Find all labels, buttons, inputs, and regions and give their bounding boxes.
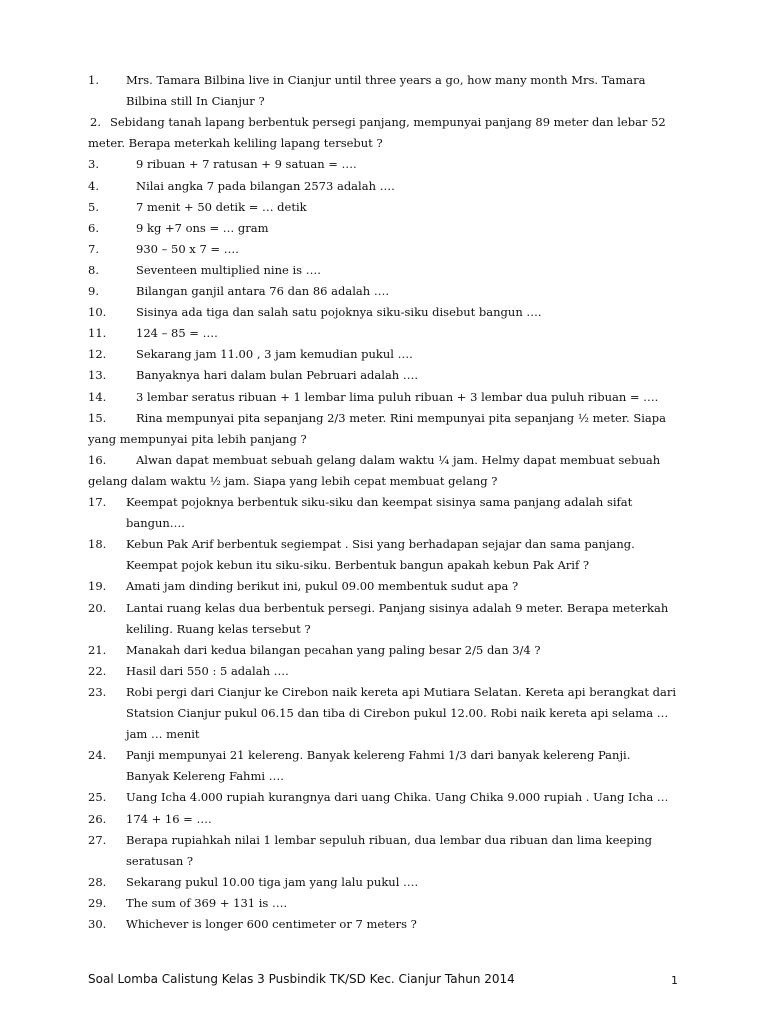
question-line [88, 368, 688, 389]
question-line [88, 305, 688, 326]
question-number: 30. [88, 917, 107, 931]
question-number: 19. [88, 579, 107, 594]
question-line [88, 812, 688, 833]
question-line [88, 411, 688, 432]
question-line [88, 326, 688, 347]
question-number: 15. [88, 410, 107, 425]
question-number: 28. [88, 874, 107, 889]
question-line [88, 390, 688, 411]
question-text-continued: Banyak Kelereng Fahmi …. [126, 769, 284, 784]
question-text: Nilai angka 7 pada bilangan 2573 adalah …. [136, 178, 395, 193]
question-line [88, 179, 688, 200]
question-text: 9 ribuan + 7 ratusan + 9 satuan = …. [136, 157, 357, 172]
question-number: 18. [88, 537, 107, 552]
question-number: 21. [88, 642, 107, 657]
question-line [88, 790, 688, 811]
question-number: 27. [88, 832, 107, 847]
question-number: 25. [88, 790, 107, 805]
question-line [88, 643, 688, 664]
question-line [88, 727, 688, 748]
question-line [88, 495, 688, 516]
question-text-continued: Keempat pojok kebun itu siku-siku. Berbentuk bangun apakah kebun Pak Arif ? [126, 558, 590, 573]
question-number: 11. [88, 326, 107, 341]
question-text: Sekarang jam 11.00 , 3 jam kemudian pukul …. [136, 347, 413, 362]
question-number: 13. [88, 368, 107, 383]
question-text: Panji mempunyai 21 kelereng. Banyak kelereng Fahmi 1/3 dari banyak kelereng Panji. [126, 748, 631, 763]
question-line [88, 875, 688, 896]
question-line [88, 453, 688, 474]
question-number: 8. [88, 262, 99, 277]
question-text: Sekarang pukul 10.00 tiga jam yang lalu pukul …. [126, 874, 419, 889]
question-text: Mrs. Tamara Bilbina live in Cianjur until three years a go, how many month Mrs. Tamara [126, 73, 646, 87]
question-line [88, 136, 688, 157]
question-text-continued: gelang dalam waktu ½ jam. Siapa yang lebih cepat membuat gelang ? [88, 473, 498, 488]
page-footer: Soal Lomba Calistung Kelas 3 Pusbindik TK/SD Kec. Cianjur Tahun 2014 [88, 972, 515, 986]
question-line [88, 537, 688, 558]
question-line [88, 432, 688, 453]
question-text: Robi pergi dari Cianjur ke Cirebon naik kereta api Mutiara Selatan. Kereta api berangkat dari [126, 684, 677, 699]
question-text: 174 + 16 = …. [126, 811, 212, 826]
question-line [88, 854, 688, 875]
question-line [88, 221, 688, 242]
question-text-continued: meter. Berapa meterkah keliling lapang tersebut ? [88, 136, 383, 151]
question-line [88, 685, 688, 706]
question-text: Uang Icha 4.000 rupiah kurangnya dari uang Chika. Uang Chika 9.000 rupiah . Uang Icha … [126, 790, 669, 805]
question-line [88, 516, 688, 537]
question-number: 17. [88, 495, 107, 509]
question-line [88, 748, 688, 769]
question-text-continued: Bilbina still In Cianjur ? [126, 94, 265, 109]
question-text-continued: seratusan ? [126, 853, 194, 868]
question-number: 26. [88, 811, 107, 826]
question-line [88, 622, 688, 643]
question-line [88, 263, 688, 284]
question-number: 7. [88, 241, 99, 256]
question-number: 23. [88, 684, 107, 699]
question-text: Amati jam dinding berikut ini, pukul 09.00 membentuk sudut apa ? [126, 579, 519, 594]
question-text: 930 – 50 x 7 = …. [136, 241, 239, 256]
question-number: 10. [88, 305, 107, 320]
question-text: Manakah dari kedua bilangan pecahan yang paling besar 2/5 dan 3/4 ? [126, 642, 541, 657]
question-line [88, 242, 688, 263]
question-line [88, 664, 688, 685]
question-number: 3. [88, 157, 99, 172]
question-text: Lantai ruang kelas dua berbentuk persegi. Panjang sisinya adalah 9 meter. Berapa meterkah [126, 600, 669, 615]
question-number: 5. [88, 199, 99, 214]
question-text: Alwan dapat membuat sebuah gelang dalam waktu ¼ jam. Helmy dapat membuat sebuah [136, 452, 661, 467]
question-line [88, 706, 688, 727]
question-line [88, 601, 688, 622]
question-line [88, 347, 688, 368]
question-text: 124 – 85 = …. [136, 326, 218, 341]
question-text: 9 kg +7 ons = … gram [136, 220, 269, 235]
question-number: 14. [88, 389, 107, 404]
question-line [88, 833, 688, 854]
question-text-continued: jam … menit [126, 727, 200, 742]
question-number: 2. [90, 115, 101, 130]
page-number: 1 [671, 974, 678, 987]
question-text-continued: bangun…. [126, 516, 185, 531]
question-line [88, 200, 688, 221]
question-line [88, 284, 688, 305]
question-text-continued: keliling. Ruang kelas tersebut ? [126, 621, 311, 636]
question-line [88, 579, 688, 600]
question-text: 7 menit + 50 detik = … detik [136, 199, 307, 214]
question-number: 9. [88, 284, 99, 298]
question-text: Sebidang tanah lapang berbentuk persegi panjang, mempunyai panjang 89 meter dan lebar 52 [110, 115, 666, 130]
question-text-continued: Statsion Cianjur pukul 06.15 dan tiba di Cirebon pukul 12.00. Robi naik kereta api selama … [126, 706, 669, 720]
question-line [88, 896, 688, 917]
question-text: Seventeen multiplied nine is …. [136, 262, 321, 277]
question-number: 24. [88, 748, 107, 763]
question-line [88, 917, 688, 938]
question-number: 16. [88, 452, 107, 467]
question-text: Sisinya ada tiga dan salah satu pojoknya siku-siku disebut bangun …. [136, 305, 542, 320]
question-text: 3 lembar seratus ribuan + 1 lembar lima puluh ribuan + 3 lembar dua puluh ribuan = …. [136, 389, 659, 404]
question-number: 29. [88, 895, 107, 910]
question-text: Keempat pojoknya berbentuk siku-siku dan keempat sisinya sama panjang adalah sifat [126, 495, 633, 509]
question-text: The sum of 369 + 131 is …. [126, 895, 288, 910]
question-line [88, 115, 688, 136]
question-line [88, 73, 688, 94]
question-number: 12. [88, 347, 107, 362]
question-text-continued: yang mempunyai pita lebih panjang ? [88, 431, 307, 446]
question-number: 22. [88, 663, 107, 678]
question-line [88, 474, 688, 495]
question-line [88, 157, 688, 178]
question-text: Rina mempunyai pita sepanjang 2/3 meter. Rini mempunyai pita sepanjang ½ meter. Siapa [136, 410, 666, 425]
question-line [88, 94, 688, 115]
question-number: 4. [88, 178, 99, 193]
question-number: 20. [88, 600, 107, 615]
question-line [88, 769, 688, 790]
question-number: 1. [88, 73, 99, 87]
question-text: Hasil dari 550 : 5 adalah …. [126, 663, 289, 678]
question-text: Banyaknya hari dalam bulan Pebruari adalah …. [136, 368, 419, 383]
question-number: 6. [88, 220, 99, 235]
question-text: Whichever is longer 600 centimeter or 7 meters ? [126, 917, 417, 931]
question-text: Bilangan ganjil antara 76 dan 86 adalah …. [136, 284, 389, 298]
question-text: Berapa rupiahkah nilai 1 lembar sepuluh ribuan, dua lembar dua ribuan dan lima keeping [126, 832, 653, 847]
question-text: Kebun Pak Arif berbentuk segiempat . Sisi yang berhadapan sejajar dan sama panjang. [126, 537, 635, 552]
question-line [88, 558, 688, 579]
